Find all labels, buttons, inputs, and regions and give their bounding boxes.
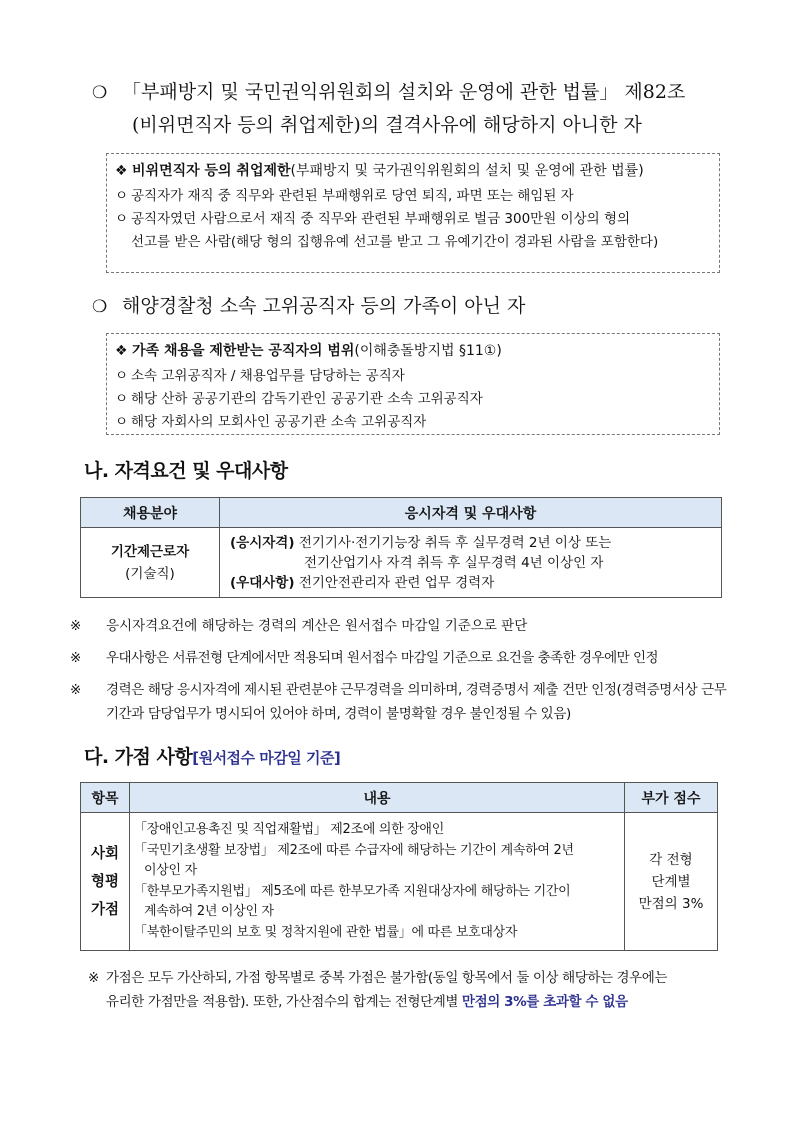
circle-bullet-icon: ❍ [92, 83, 108, 103]
column-header-field: 채용분야 [81, 498, 220, 528]
table-row [81, 813, 718, 951]
section-title-bonus-main: 다. 가점 사항 [84, 746, 193, 768]
circle-bullet-icon: ㅇ [115, 391, 129, 407]
column-header-qualification: 응시자격 및 우대사항 [220, 498, 722, 528]
note-box-1-item-continuation: 선고를 받은 사람(해당 형의 집행유예 선고를 받고 그 유예기간이 경과된 사람을 포함한다) [131, 234, 659, 250]
field-cell [81, 528, 220, 598]
content-cell [130, 813, 625, 951]
note-box-2-item: ㅇ 소속 고위공직자 / 채용업무를 담당하는 공직자 [115, 365, 711, 388]
remark-item: ※ 경력은 해당 응시자격에 제시된 관련분야 근무경력을 의미하며, 경력증명서 제출 건만 인정(경력증명서상 근무기간과 담당업무가 명시되어 있어야 하며, 경력이 불명확할 경우 불인정될 수 있음) [70, 682, 727, 722]
note-box-disqualified-officials [106, 153, 720, 273]
note-box-2-heading [115, 340, 711, 363]
qualification-line-continuation: 전기산업기사 자격 취득 후 실무경력 4년 이상인 자 [304, 554, 604, 571]
condition-2 [92, 290, 525, 323]
note-box-1-heading-bold: 비위면직자 등의 취업제한 [132, 163, 291, 179]
note-box-2-heading-rest: (이해충돌방지법 §11①) [354, 343, 502, 359]
circle-bullet-icon: ❍ [92, 297, 108, 317]
column-header-score: 부가 점수 [625, 783, 718, 813]
content-line: 이상인 자 [144, 863, 197, 878]
table-row [81, 528, 722, 598]
score-cell: 각 전형 단계별 만점의 3% [625, 813, 718, 951]
column-header-item: 항목 [81, 783, 130, 813]
remark-item: ※ 우대사항은 서류전형 단계에서만 적용되며 원서접수 마감일 기준으로 요건을 충족한 경우에만 인정 [70, 650, 659, 666]
circle-bullet-icon: ㅇ [115, 414, 129, 430]
section-title-bonus-points [84, 742, 340, 769]
qualification-cell [220, 528, 722, 598]
condition-1-line2: (비위면직자 등의 취업제한)의 결격사유에 해당하지 아니한 자 [132, 114, 642, 136]
table-header-row [81, 498, 722, 528]
bonus-points-table [80, 782, 718, 951]
content-line: 「한부모가족지원법」 제5조에 따른 한부모가족 지원대상자에 해당하는 기간이 [134, 883, 571, 899]
note-box-1-heading [115, 160, 711, 183]
qualifications-remarks [70, 614, 728, 726]
qualification-line: (응시자격) 전기기사·전기기능장 취득 후 실무경력 2년 이상 또는 [230, 534, 612, 551]
highlight-text: 만점의 3%를 초과할 수 없음 [461, 994, 628, 1010]
condition-2-text: 해양경찰청 소속 고위공직자 등의 가족이 아닌 자 [122, 295, 526, 317]
circle-bullet-icon: ㅇ [115, 188, 129, 204]
circle-bullet-icon: ㅇ [115, 368, 129, 384]
qualifications-table [80, 497, 722, 598]
note-box-1-heading-rest: (부패방지 및 국가권익위원회의 설치 및 운영에 관한 법률) [290, 163, 644, 179]
remark-item-continuation: 유리한 가점만을 적용함). 또한, 가산점수의 합계는 전형단계별 만점의 3%를 초과할 수 없음 [106, 994, 628, 1010]
note-box-2-heading-bold: 가족 채용을 제한받는 공직자의 범위 [132, 343, 355, 359]
content-line: 「북한이탈주민의 보호 및 정착지원에 관한 법률」에 따른 보호대상자 [134, 924, 518, 940]
note-box-1-item: ㅇ 공직자가 재직 중 직무와 관련된 부패행위로 당연 퇴직, 파면 또는 해임된 자 [115, 185, 711, 208]
condition-1 [92, 76, 685, 141]
note-box-2-item: ㅇ 해당 산하 공공기관의 감독기관인 공공기관 소속 고위공직자 [115, 388, 711, 411]
table-header-row [81, 783, 718, 813]
section-title-bonus-sub: [원서접수 마감일 기준] [192, 749, 341, 767]
remark-item: ※ 응시자격요건에 해당하는 경력의 계산은 원서접수 마감일 기준으로 판단 [70, 618, 528, 634]
content-line: 「장애인고용촉진 및 직업재활법」 제2조에 의한 장애인 [134, 822, 444, 837]
content-line: 계속하여 2년 이상인 자 [144, 904, 274, 919]
column-header-content: 내용 [130, 783, 625, 813]
note-box-2-item: ㅇ 해당 자회사의 모회사인 공공기관 소속 고위공직자 [115, 411, 711, 434]
bonus-remark [88, 966, 728, 1014]
field-name: 기간제근로자 [110, 543, 190, 560]
content-line: 「국민기초생활 보장법」 제2조에 따른 수급자에 해당하는 기간이 계속하여 2년 [134, 842, 574, 858]
preference-line: (우대사항) 전기안전관리자 관련 업무 경력자 [230, 574, 495, 591]
note-box-family-restriction [106, 333, 720, 435]
remark-item: ※ 가점은 모두 가산하되, 가점 항목별로 중복 가점은 불가함(동일 항목에서 둘 이상 해당하는 경우에는 [88, 970, 668, 986]
diamond-bullet-icon: ❖ [115, 163, 128, 179]
condition-1-line1: 「부패방지 및 국민권익위원회의 설치와 운영에 관한 법률」 제82조 [122, 81, 686, 103]
note-box-1-item: ㅇ 공직자였던 사람으로서 재직 중 직무와 관련된 부패행위로 벌금 300만원 이상의 형의 [115, 208, 711, 231]
section-title-qualifications: 나. 자격요건 및 우대사항 [84, 460, 288, 482]
category-cell: 사회 형평 가점 [81, 813, 130, 951]
field-subtitle: (기술직) [125, 565, 175, 582]
diamond-bullet-icon: ❖ [115, 343, 128, 359]
circle-bullet-icon: ㅇ [115, 211, 129, 227]
